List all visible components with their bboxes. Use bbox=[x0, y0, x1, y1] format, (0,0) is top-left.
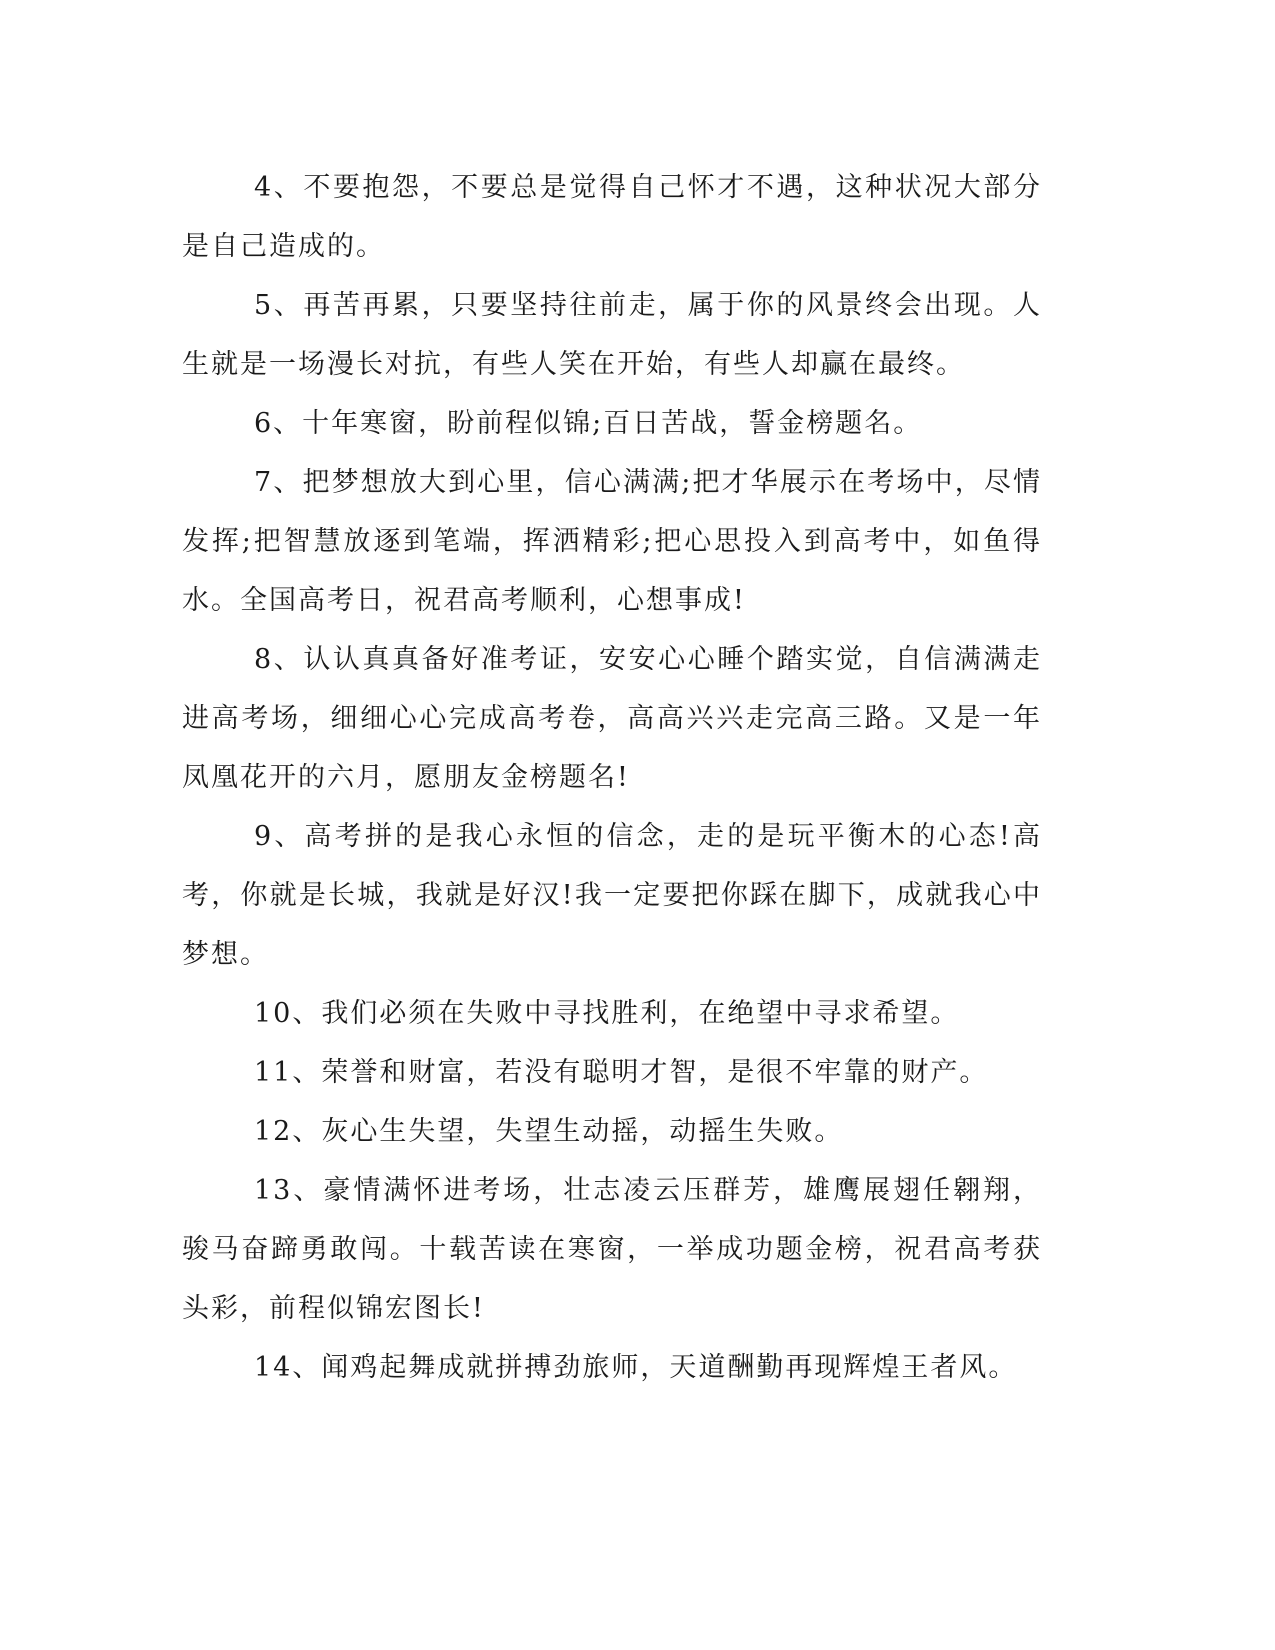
paragraph-4: 4、不要抱怨，不要总是觉得自己怀才不遇，这种状况大部分是自己造成的。 bbox=[182, 172, 1042, 262]
paragraph-8: 8、认认真真备好准考证，安安心心睡个踏实觉，自信满满走进高考场，细细心心完成高考卷，高高兴兴走完高三路。又是一年凤凰花开的六月，愿朋友金榜题名! bbox=[182, 644, 1042, 793]
document-body bbox=[182, 158, 1042, 1397]
paragraph-7: 7、把梦想放大到心里，信心满满;把才华展示在考场中，尽情发挥;把智慧放逐到笔端，挥洒精彩;把心思投入到高考中，如鱼得水。全国高考日，祝君高考顺利，心想事成! bbox=[182, 467, 1042, 616]
paragraph-11: 11、荣誉和财富，若没有聪明才智，是很不牢靠的财产。 bbox=[254, 1057, 989, 1088]
paragraph-12: 12、灰心生失望，失望生动摇，动摇生失败。 bbox=[254, 1116, 844, 1147]
paragraph-9: 9、高考拼的是我心永恒的信念，走的是玩平衡木的心态!高考，你就是长城，我就是好汉!我一定要把你踩在脚下，成就我心中梦想。 bbox=[182, 821, 1042, 970]
paragraph-6: 6、十年寒窗，盼前程似锦;百日苦战，誓金榜题名。 bbox=[254, 408, 923, 439]
paragraph-13: 13、豪情满怀进考场，壮志凌云压群芳，雄鹰展翅任翱翔，骏马奋蹄勇敢闯。十载苦读在寒窗，一举成功题金榜，祝君高考获头彩，前程似锦宏图长! bbox=[182, 1175, 1042, 1324]
paragraph-14: 14、闻鸡起舞成就拼搏劲旅师，天道酬勤再现辉煌王者风。 bbox=[254, 1352, 1018, 1383]
paragraph-5: 5、再苦再累，只要坚持往前走，属于你的风景终会出现。人生就是一场漫长对抗，有些人笑在开始，有些人却赢在最终。 bbox=[182, 290, 1042, 380]
paragraph-10: 10、我们必须在失败中寻找胜利，在绝望中寻求希望。 bbox=[254, 998, 960, 1029]
